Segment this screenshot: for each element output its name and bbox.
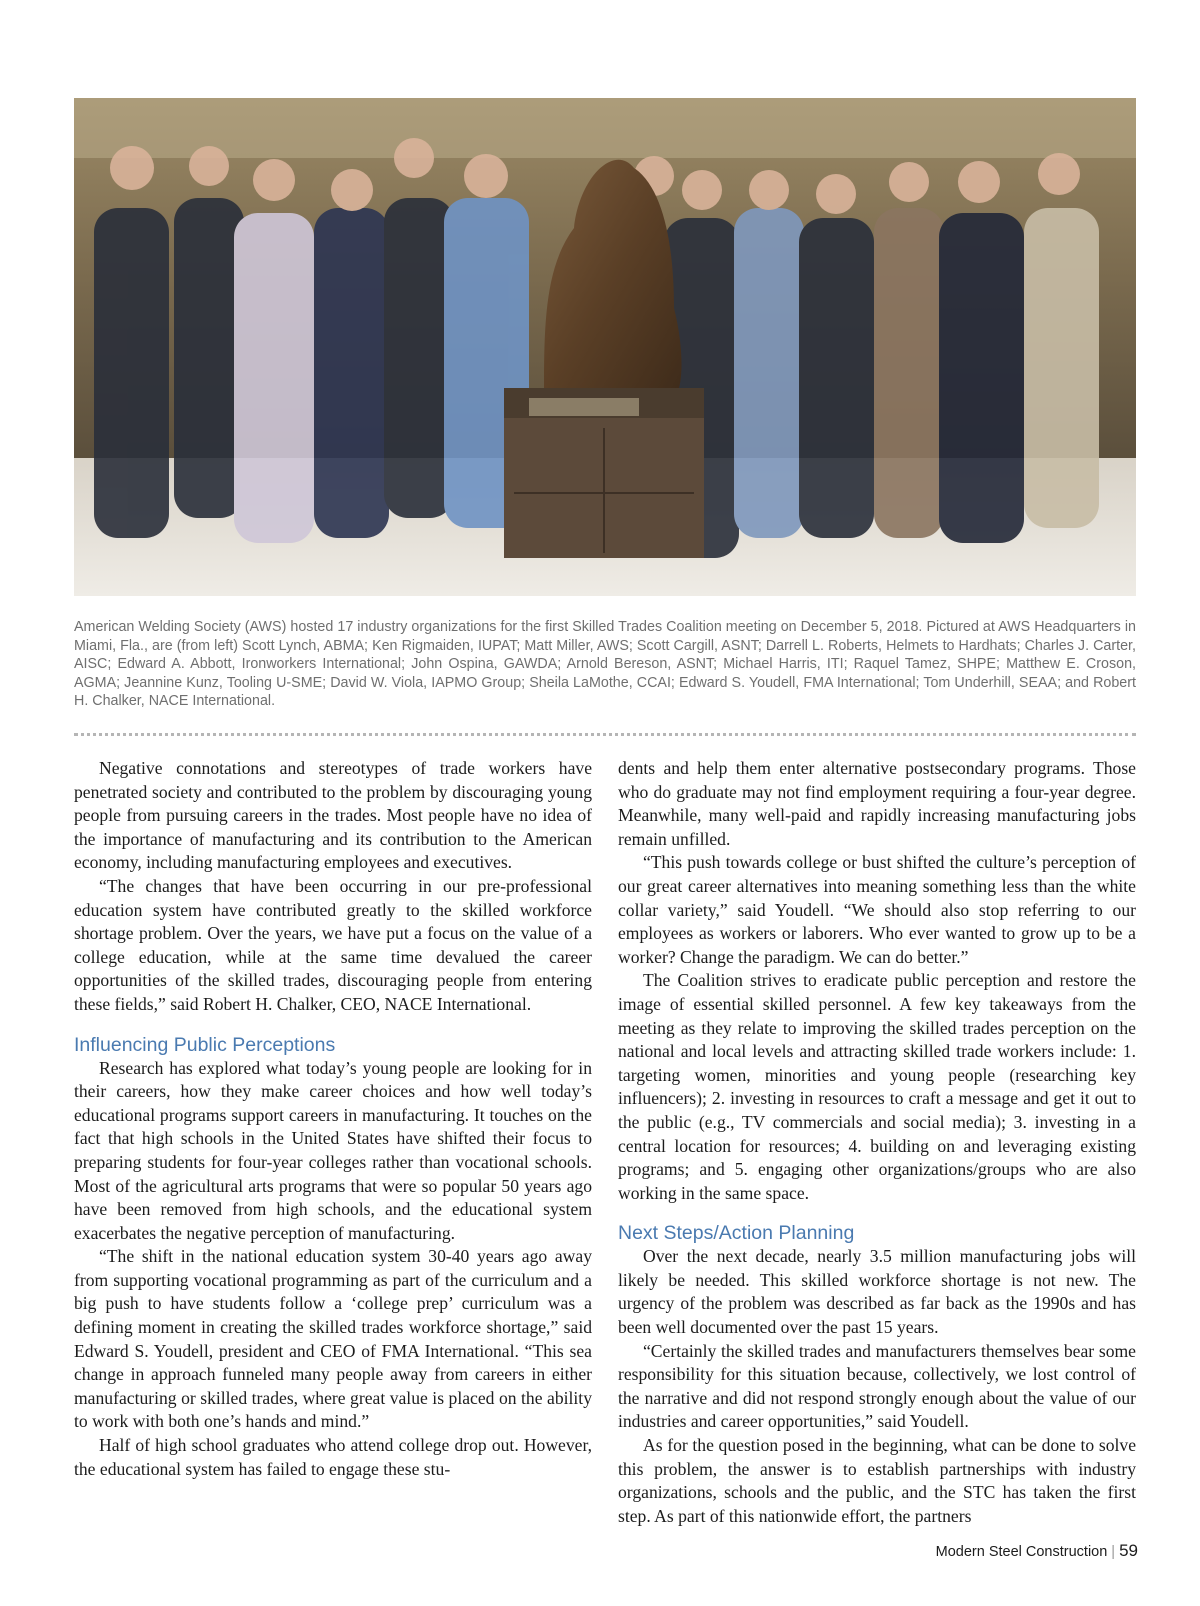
left-column bbox=[74, 757, 592, 1481]
publication-name: Modern Steel Construction bbox=[935, 1544, 1108, 1560]
right-column bbox=[618, 757, 1136, 1528]
paragraph: “Certainly the skilled trades and manufacturers themselves bear some responsibility for this situation because, collectively, we lost control of the narrative and did not respond strongly enough about the value of our industries and career opportunities,” said Youdell. bbox=[618, 1340, 1136, 1432]
paragraph: The Coalition strives to eradicate public perception and restore the image of essential skilled personnel. A few key takeaways from the meeting as they relate to improving the skilled trades perception on the national and local levels and attracting skilled trade workers include: 1. targeting women, minorities and young people (researching key influencers); 2. investing in resources to craft a message and get it out to the public (e.g., TV commercials and social media); 3. investing in a central location for resources; 4. building on and leveraging existing programs; and 5. engaging other organizations/groups who are also working in the same space. bbox=[618, 970, 1136, 1203]
paragraph: Research has explored what today’s young people are looking for in their careers, how they make career choices and how well today’s educational programs support careers in manufacturing. It touches on the fact that high schools in the United States have shifted their focus to preparing students for four-year colleges rather than vocational schools. Most of the agricultural arts programs that were so popular 50 years ago have been removed from high schools, and the educational system exacerbates the negative perception of manufacturing. bbox=[74, 1057, 592, 1243]
paragraph: Negative connotations and stereotypes of trade workers have penetrated society and contributed to the problem by discouraging young people from pursuing careers in the trades. Most people have no idea of the importance of manufacturing and its contribution to the American economy, including manufacturing employees and executives. bbox=[74, 758, 592, 873]
paragraph: As for the question posed in the beginning, what can be done to solve this problem, the answer is to establish partnerships with industry organizations, schools and the public, and the STC has taken the first step. As part of this nationwide effort, the partners bbox=[618, 1435, 1136, 1526]
footer-separator: | bbox=[1111, 1544, 1116, 1560]
page-footer bbox=[936, 1541, 1138, 1561]
paragraph: “The changes that have been occurring in our pre-professional education system have contributed greatly to the skilled workforce shortage problem. Over the years, we have put a focus on the value of a college education, while at the same time devalued the career opportunities of the skilled trades, discouraging people from entering these fields,” said Robert H. Chalker, CEO, NACE International. bbox=[74, 875, 592, 1014]
section-heading: Influencing Public Perceptions bbox=[74, 1033, 336, 1056]
photo-caption: American Welding Society (AWS) hosted 17 industry organizations for the first Skilled Trades Coalition meeting on December 5, 2018. Pictured at AWS Headquarters in Miami, Fla., are (from left) Scott Lynch, ABMA; Ken Rigmaiden, IUPAT; Matt Miller, AWS; Scott Cargill, ASNT; Darrell L. Roberts, Helmets to Hardhats; Charles J. Carter, AISC; Edward A. Abbott, Ironworkers International; John Ospina, GAWDA; Arnold Bereson, ASNT; Michael Harris, ITI; Raquel Tamez, SHPE; Matthew E. Croson, AGMA; Jeannine Kunz, Tooling U-SME; David W. Viola, IAPMO Group; Sheila LaMothe, CCAI; Edward S. Youdell, FMA International; Tom Underhill, SEAA; and Robert H. Chalker, NACE International. bbox=[74, 619, 1136, 710]
dotted-divider bbox=[74, 733, 1136, 736]
group-photo-image bbox=[74, 98, 1136, 596]
paragraph: “The shift in the national education system 30-40 years ago away from supporting vocational programming as part of the curriculum and a big push to have students follow a ‘college prep’ curriculum was a defining moment in creating the skilled trades workforce shortage,” said Edward S. Youdell, president and CEO of FMA International. “This sea change in approach funneled many people away from careers in either manufacturing or skilled trades, where great value is placed on the ability to work with both one’s hands and mind.” bbox=[74, 1246, 592, 1432]
group-photo bbox=[74, 98, 1136, 596]
paragraph: dents and help them enter alternative postsecondary programs. Those who do graduate may not find employment requiring a four-year degree. Meanwhile, many well-paid and rapidly increasing manufacturing jobs remain unfilled. bbox=[618, 758, 1136, 849]
paragraph: “This push towards college or bust shifted the culture’s perception of our great career alternatives into meaning something less than the white collar variety,” said Youdell. “We should also stop referring to our employees as workers or laborers. Who ever wanted to grow up to be a worker? Change the paradigm. We can do better.” bbox=[618, 852, 1136, 967]
section-heading: Next Steps/Action Planning bbox=[618, 1222, 855, 1245]
paragraph: Over the next decade, nearly 3.5 million manufacturing jobs will likely be needed. This skilled workforce shortage is not new. The urgency of the problem was described as far back as the 1990s and has been well documented over the past 15 years. bbox=[618, 1246, 1136, 1338]
paragraph: Half of high school graduates who attend college drop out. However, the educational system has failed to engage these stu- bbox=[74, 1435, 592, 1479]
page-number: 59 bbox=[1119, 1541, 1138, 1560]
